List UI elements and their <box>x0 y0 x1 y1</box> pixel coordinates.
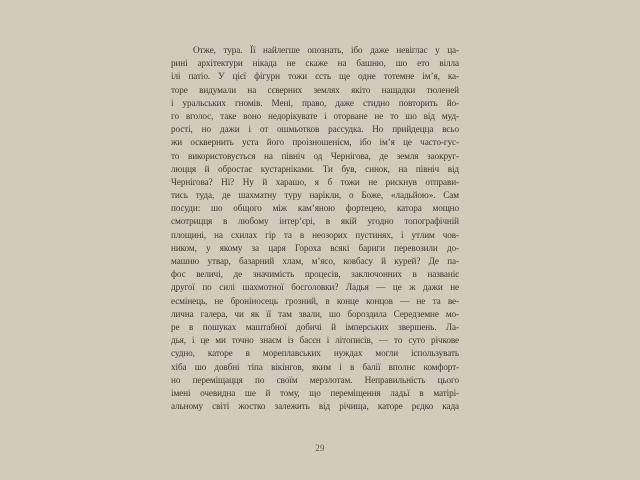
text-line: жи осквернить уста його проізношенієм, ібо ім’я це часто-гус- <box>171 137 459 148</box>
paragraph-text-block <box>171 44 459 413</box>
text-line: торе видумали на сєверних землях якіто нащадки тюленей <box>171 84 459 95</box>
text-line: Отже, тура. Її найлегше опознать, ібо даже невіглас у ца- <box>193 45 459 55</box>
text-line: то використовується на північ од Чернігова, де земля заокруг- <box>171 150 459 161</box>
page-number: 29 <box>315 443 325 453</box>
text-line: но переміщацця по своїм мерзлотам. Неправильність цього <box>171 374 459 385</box>
text-line: есмінець, не броніносець грозний, в конце концов — не та ве- <box>171 295 459 306</box>
text-line: тись туда, де шахматну туру нарікли, о Боже, «ладьйою». Сам <box>171 190 459 201</box>
text-line: площині, на схилах гір та в неозорих пустинях, і утлим чов- <box>171 229 459 240</box>
text-line: дья, і це ми точно знаєм із басєн і літописів, — то суто річкове <box>171 335 459 346</box>
text-line: машню утвар, базарний хлам, м’ясо, ковбасу й курей? Де па- <box>171 256 459 266</box>
text-line: лична галера, чи як її там звали, шо бороздила Середземне мо- <box>171 308 459 319</box>
text-line: і уральських гномів. Мені, право, даже стидно повторить йо- <box>171 97 459 108</box>
text-line: альному світі жостко залежить від річища, каторе рєдко када <box>171 401 459 412</box>
text-line: ре в пошуках маштабної добичі й імперських звершень. Ла- <box>171 321 459 332</box>
text-line: рості, но дажи і от ошмьотков рассудка. Но прийдецца всьо <box>171 124 459 135</box>
text-line: другої по силі шахмотної боєголовки? Ладья — це ж дажи не <box>171 282 459 293</box>
text-line: ником, у якому за царя Гороха всякі бариги перевозили до- <box>171 242 459 253</box>
text-line: Чернігова? Ні? Ну й харашо, я б тожи не рискнув отправи- <box>171 176 459 187</box>
text-line: фос величі, де значимість процесів, заключонних в названіє <box>171 269 459 280</box>
text-line: хіба шо довбні тіпа вікінгов, яким і в балії вполнє комфорт- <box>171 361 459 372</box>
text-line: імені очевидна ше й тому, що переміщення ладьї в матірі- <box>171 387 459 398</box>
text-line: ілі патіо. У цієї фігури тожи єсть ще одне тотемне ім’я, ка- <box>171 71 459 82</box>
text-line: го вголос, таке воно недорікувате і оторване не то шо від муд- <box>171 110 459 121</box>
text-line: люцця й обростає кустарніками. Ти був, синок, на північ від <box>171 163 459 174</box>
text-line: посуди: шо общого між кам’яною фортецею, катора мощно <box>171 203 459 214</box>
text-line: судно, каторе в мореплавських нуждах могли іспользувать <box>171 348 459 359</box>
text-line: смотрицця в любому інтер’єрі, в якій угодно топографічній <box>171 216 459 227</box>
text-line: рині архітектури нікада не скаже на башню, шо ето вілла <box>171 58 459 69</box>
